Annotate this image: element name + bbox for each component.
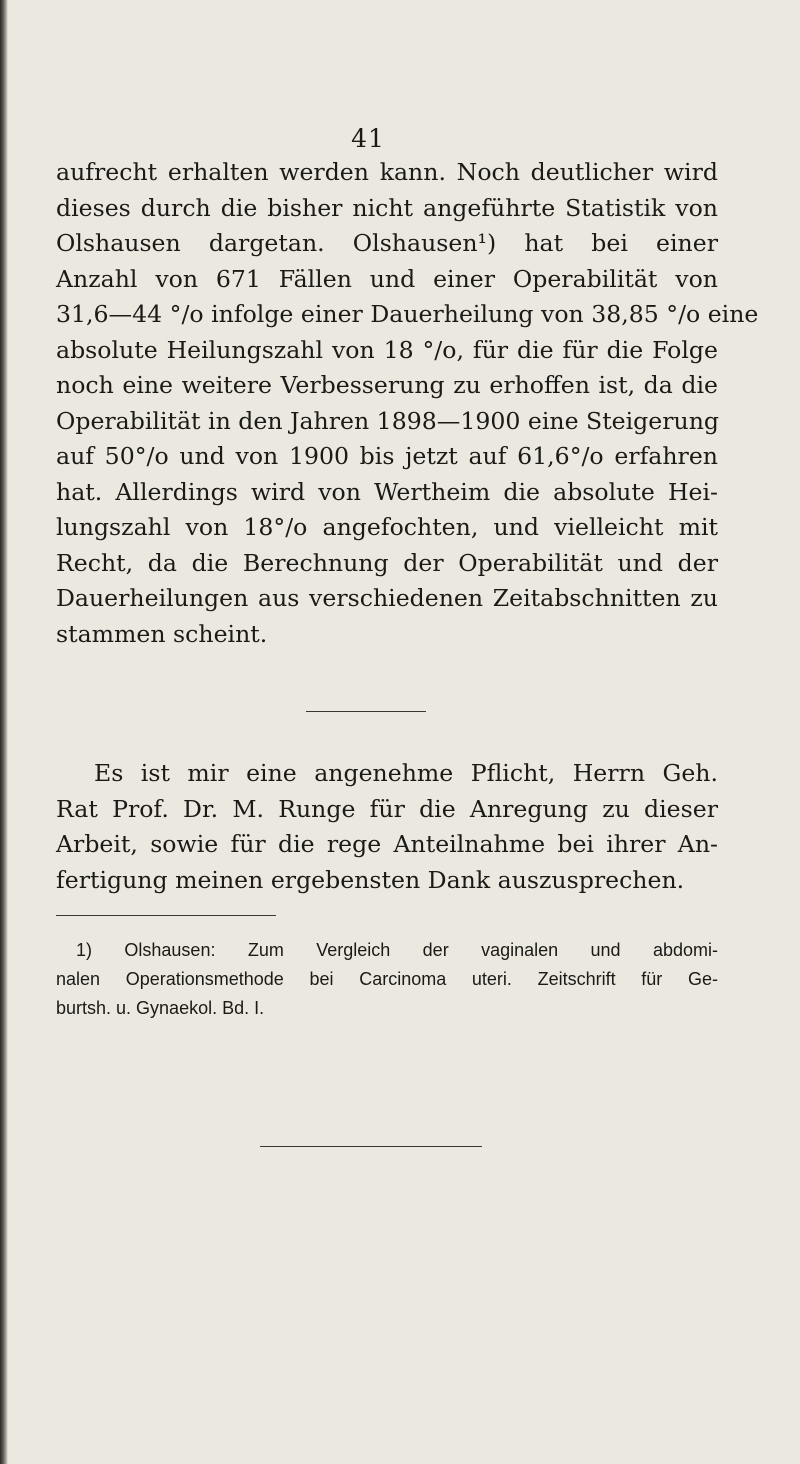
text-line: Operabilität in den Jahren 1898—1900 eine Steigerung <box>56 406 720 435</box>
footnote-line: burtsh. u. Gynaekol. Bd. I. <box>56 998 265 1018</box>
text-line: fertigung meinen ergebensten Dank auszusprechen. <box>56 865 685 894</box>
text-line: Anzahl von 671 Fällen und einer Operabilität von <box>56 264 718 293</box>
book-spine-edge <box>0 0 8 1464</box>
text-line: Recht, da die Berechnung der Operabilität und der <box>56 548 718 577</box>
page-number: 41 <box>351 124 385 153</box>
text-line: Dauerheilungen aus verschiedenen Zeitabschnitten zu <box>56 584 718 612</box>
footnote-separator <box>56 915 276 916</box>
text-line: aufrecht erhalten werden kann. Noch deutlicher wird <box>56 158 718 186</box>
text-line: absolute Heilungszahl von 18 °/o, für die für die Folge <box>56 335 718 364</box>
footnote <box>56 936 718 1023</box>
end-rule <box>260 1146 482 1147</box>
text-line: dieses durch die bisher nicht angeführte Statistik von <box>56 193 718 222</box>
text-line: lungszahl von 18°/o angefochten, und vielleicht mit <box>56 513 718 541</box>
paragraph-acknowledgement <box>56 756 718 898</box>
text-line: Olshausen dargetan. Olshausen¹) hat bei einer <box>56 229 718 257</box>
text-line: Arbeit, sowie für die rege Anteilnahme bei ihrer An- <box>56 830 718 858</box>
text-line: auf 50°/o und von 1900 bis jetzt auf 61,6°/o erfahren <box>56 442 718 470</box>
footnote-line: nalen Operationsmethode bei Carcinoma uteri. Zeitschrift für Ge- <box>56 969 718 989</box>
text-line: Es ist mir eine angenehme Pflicht, Herrn Geh. <box>94 759 718 787</box>
text-line: 31,6—44 °/o infolge einer Dauerheilung von 38,85 °/o eine <box>56 300 759 328</box>
footnote-line: 1) Olshausen: Zum Vergleich der vaginalen und abdomi- <box>76 940 718 960</box>
text-line: noch eine weitere Verbesserung zu erhoffen ist, da die <box>56 371 718 399</box>
paragraph-statistics <box>56 155 759 652</box>
text-line: Rat Prof. Dr. M. Runge für die Anregung zu dieser <box>56 794 718 823</box>
text-line: stammen scheint. <box>56 619 268 648</box>
text-line: hat. Allerdings wird von Wertheim die absolute Hei- <box>56 477 718 506</box>
section-separator <box>306 711 426 712</box>
